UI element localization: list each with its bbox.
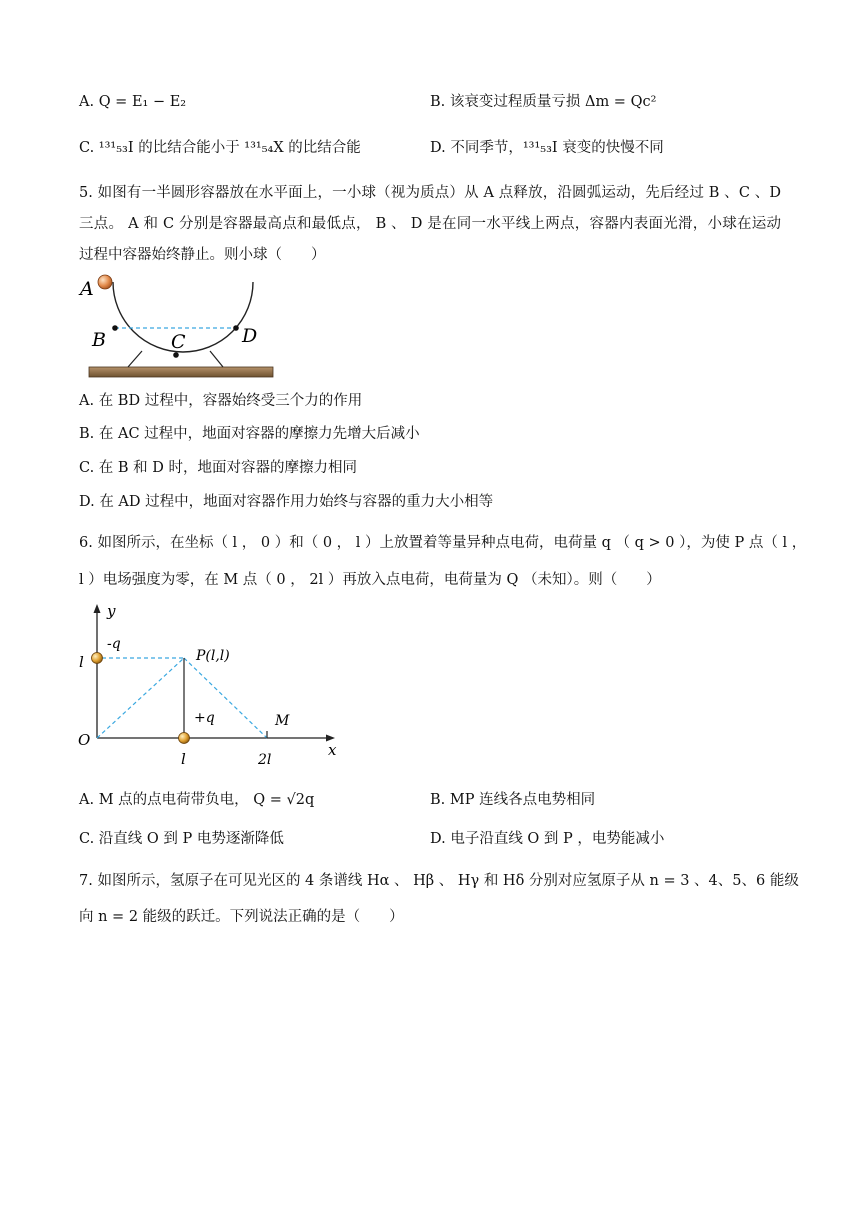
pos-charge [179,733,190,744]
label-l-x: l [181,750,186,768]
label-neg-q: -q [107,636,121,652]
q5-stem-line2: 三点。 A 和 C 分别是容器最高点和最低点， B 、 D 是在同一水平线上两点，容器内表面光滑，小球在运动 [79,216,781,232]
dash-p-to-m [184,658,267,738]
q6-option-b: B. MP 连线各点电势相同 [430,792,596,808]
label-p: P(l,l) [196,648,230,664]
floor [89,367,273,377]
dash-o-to-p [97,658,184,738]
q6-coordinate-figure [74,598,346,770]
point-b [112,325,118,331]
q6-stem-line2: l ）电场强度为零，在 M 点（ 0 ， 2l ）再放入点电荷，电荷量为 Q （未知）。则（ ） [79,572,661,588]
q5-option-d: D. 在 AD 过程中，地面对容器作用力始终与容器的重力大小相等 [79,494,494,510]
label-o: O [78,731,91,749]
stand-left [128,351,142,367]
q7-stem-line2: 向 n = 2 能级的跃迁。下列说法正确的是（ ） [79,909,404,925]
q5-stem-line3: 过程中容器始终静止。则小球（ ） [79,247,326,263]
label-2l: 2l [258,752,272,768]
point-c [173,352,179,358]
point-d [233,325,239,331]
q5-container-figure [78,268,283,380]
label-c: C [171,331,186,353]
label-l-y: l [79,653,84,671]
label-b: B [92,329,106,351]
q5-option-a: A. 在 BD 过程中，容器始终受三个力的作用 [79,393,363,409]
q5-option-c: C. 在 B 和 D 时，地面对容器的摩擦力相同 [79,460,358,476]
q4-option-b: B. 该衰变过程质量亏损 Δm = Qc² [430,94,657,110]
label-x: x [328,741,337,759]
ball-a [98,275,112,289]
q7-stem-line1: 7. 如图所示，氢原子在可见光区的 4 条谱线 Hα 、 Hβ 、 Hγ 和 Hδ 分别对应氢原子从 n = 3 、4、5、6 能级 [79,873,799,889]
label-pos-q: +q [194,710,215,726]
q4-option-a: A. Q = E₁ − E₂ [79,94,187,110]
neg-charge [92,653,103,664]
q6-stem-line1: 6. 如图所示，在坐标（ l ， 0 ）和（ 0 ， l ）上放置着等量异种点电荷，电荷量 q （ q > 0 ），为使 P 点（ l ， [79,535,807,551]
q6-option-a: A. M 点的点电荷带负电， Q = √2q [79,792,315,808]
q4-option-d: D. 不同季节，¹³¹₅₃I 衰变的快慢不同 [430,140,664,156]
q5-option-b: B. 在 AC 过程中，地面对容器的摩擦力先增大后减小 [79,426,420,442]
q6-option-d: D. 电子沿直线 O 到 P ，电势能减小 [430,831,665,847]
label-a: A [80,278,94,300]
y-axis-arrow [94,604,101,613]
q6-option-c: C. 沿直线 O 到 P 电势逐渐降低 [79,831,284,847]
label-y: y [107,602,116,620]
stand-right [210,351,223,367]
q4-option-c: C. ¹³¹₅₃I 的比结合能小于 ¹³¹₅₄X 的比结合能 [79,140,361,156]
label-m: M [275,713,290,729]
label-d: D [242,325,258,347]
q5-stem-line1: 5. 如图有一半圆形容器放在水平面上，一小球（视为质点）从 A 点释放，沿圆弧运动，先后经过 B 、C 、D [79,185,781,201]
